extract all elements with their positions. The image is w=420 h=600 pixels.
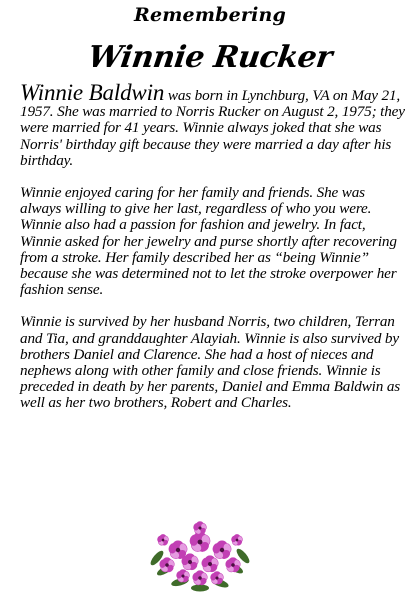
paragraph-birth-marriage bbox=[20, 80, 405, 169]
page-heading: Remembering bbox=[133, 4, 287, 26]
flower-bloom bbox=[231, 534, 243, 546]
flower-bloom bbox=[192, 571, 209, 587]
paragraph-character bbox=[20, 185, 405, 298]
flower-bloom bbox=[201, 556, 220, 574]
flower-bloom bbox=[157, 534, 169, 546]
paragraph-text: Winnie is survived by her husband Norris, two children, Terran and Tia, and granddaughter Alayiah. Winnie is also survived by brothers Daniel and Clarence. She had a host of nieces and nephews along with other family and close friends. Winnie is preceded in death by her parents, Daniel and Emma Baldwin as well as her two brothers, Robert and Charles. bbox=[20, 313, 401, 412]
blooms bbox=[157, 521, 243, 586]
flower-bloom bbox=[189, 532, 212, 554]
paragraph-text: Winnie enjoyed caring for her family and friends. She was always willing to give her last, regardless of who you were. Winnie also had a passion for fashion and jewelry. In fact, Winnie asked for her jewelry and purse shortly after recovering from a stroke. Her family described her as “being Winnie” because she was determined not to let the stroke overpower her fashion sense. bbox=[20, 184, 397, 299]
flower-bloom bbox=[212, 541, 233, 561]
memorial-name-title: Winnie Rucker bbox=[85, 40, 335, 75]
paragraph-text: was born in Lynchburg, VA on May 21, 1957. She was married to Norris Rucker on August 2, 1975; they were married for 41 years. Winnie always joked that she was Norris' birthday gift because they were married a day after his birthday. bbox=[20, 87, 405, 169]
obituary-body bbox=[20, 80, 405, 428]
lead-name: Winnie Baldwin bbox=[20, 80, 165, 105]
leaf bbox=[191, 585, 209, 592]
flower-bouquet-icon bbox=[145, 520, 255, 595]
paragraph-survivors bbox=[20, 314, 405, 411]
flower-bloom bbox=[193, 521, 208, 535]
